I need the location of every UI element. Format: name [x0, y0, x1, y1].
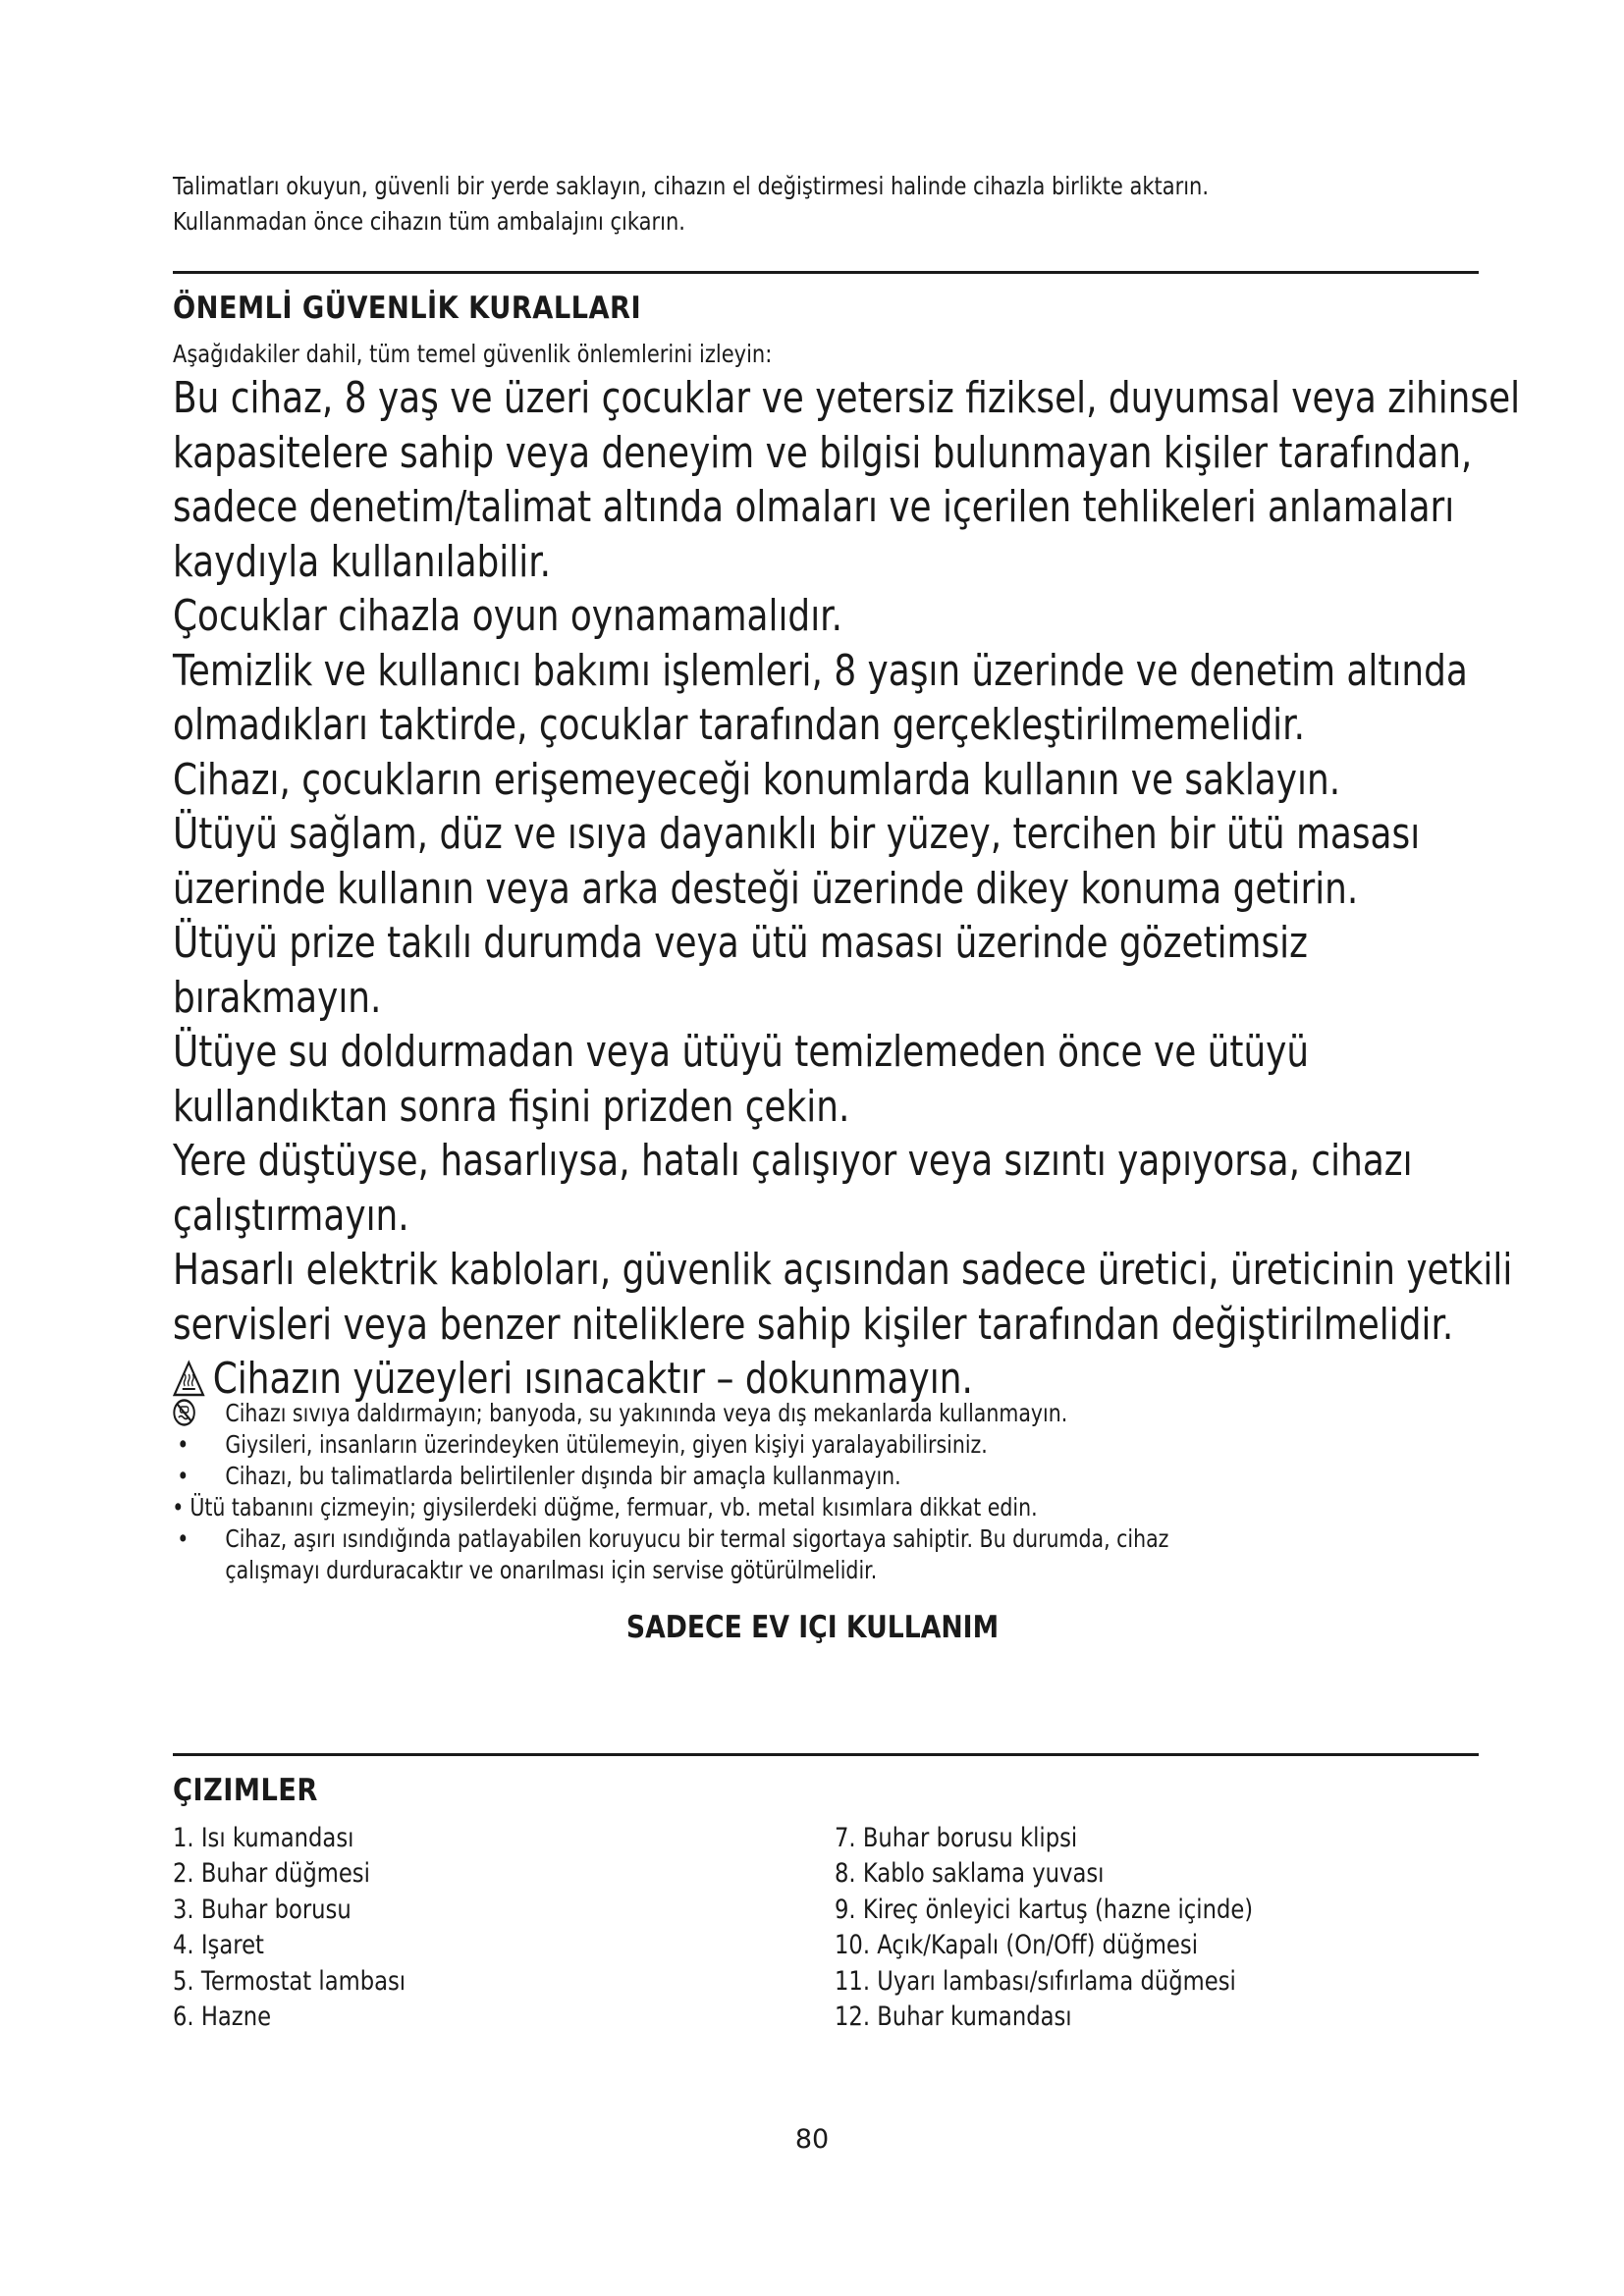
safety-line: Çocuklar cihazla oyun oynamamalıdır. — [173, 591, 843, 641]
drawing-item: 11. Uyarı lambası/sıfırlama düğmesi — [835, 1965, 1236, 1997]
household-use-title — [0, 1610, 1624, 1645]
drawings-heading: ÇIZIMLER — [173, 1773, 318, 1808]
divider — [173, 271, 1479, 274]
drawing-item: 1. Isı kumandası — [173, 1823, 354, 1853]
hot-warning-text: Cihazın yüzeyleri ısınacaktır – dokunmayın. — [212, 1354, 973, 1404]
safety-line: Temizlik ve kullanıcı bakımı işlemleri, 8 yaşın üzerinde ve denetim altında — [173, 645, 1468, 696]
safety-line: üzerinde kullanın veya arka desteği üzerinde dikey konuma getirin. — [173, 863, 1359, 914]
no-immersion-icon — [172, 1398, 196, 1427]
safety-line: çalıştırmayın. — [173, 1190, 409, 1241]
bullet: • — [177, 1430, 189, 1459]
list-item-text: Cihazı sıvıya daldırmayın; banyoda, su yakınında veya dış mekanlarda kullanmayın. — [225, 1399, 1068, 1427]
divider — [173, 1753, 1479, 1756]
list-item — [169, 1492, 1457, 1523]
bullet: • — [177, 1524, 189, 1553]
drawing-item: 12. Buhar kumandası — [835, 2002, 1072, 2033]
safety-line: Ütüye su doldurmadan veya ütüyü temizlemeden önce ve ütüyü — [173, 1027, 1310, 1077]
safety-line: kapasitelere sahip veya deneyim ve bilgisi bulunmayan kişiler tarafından, — [173, 427, 1473, 478]
drawing-item: 3. Buhar borusu — [173, 1894, 352, 1925]
intro-line: Kullanmadan önce cihazın tüm ambalajını çıkarın. — [173, 207, 685, 236]
list-item-text: Cihaz, aşırı ısındığında patlayabilen koruyucu bir termal sigortaya sahiptir. Bu durumda, cihaz — [225, 1524, 1169, 1553]
safety-line: sadece denetim/talimat altında olmaları ve içerilen tehlikeleri anlamaları — [173, 482, 1455, 532]
safety-line: Ütüyü prize takılı durumda veya ütü masası üzerinde gözetimsiz — [173, 918, 1308, 968]
drawing-item: 10. Açık/Kapalı (On/Off) düğmesi — [835, 1930, 1199, 1961]
bullet: • — [177, 1462, 189, 1490]
drawing-item: 4. Işaret — [173, 1930, 264, 1961]
safety-line: kullandıktan sonra fişini prizden çekin. — [173, 1081, 850, 1132]
safety-subheading: Aşağıdakiler dahil, tüm temel güvenlik önlemlerini izleyin: — [173, 340, 773, 368]
safety-line: Ütüyü sağlam, düz ve ısıya dayanıklı bir yüzey, tercihen bir ütü masası — [173, 809, 1421, 859]
page-number: 80 — [794, 2124, 830, 2155]
bullet: • — [172, 1493, 185, 1522]
hot-surface-warning-icon — [173, 1360, 205, 1399]
safety-line: servisleri veya benzer niteliklere sahip kişiler tarafından değiştirilmelidir. — [173, 1299, 1454, 1350]
household-use-text: SADECE EV IÇI KULLANIM — [625, 1610, 999, 1645]
drawings-list-left — [173, 1821, 406, 2035]
drawing-item: 9. Kireç önleyici kartuş (hazne içinde) — [835, 1894, 1254, 1925]
list-item-text: Giysileri, insanların üzerindeyken ütülemeyin, giyen kişiyi yaralayabilirsiniz. — [225, 1430, 988, 1459]
safety-small-list — [169, 1398, 1457, 1586]
safety-heading: ÖNEMLİ GÜVENLİK KURALLARI — [173, 291, 642, 326]
safety-main-text — [173, 371, 1521, 1407]
safety-line: olmadıkları taktirde, çocuklar tarafından gerçekleştirilmemelidir. — [173, 700, 1306, 750]
list-item-text: Ütü tabanını çizmeyin; giysilerdeki düğme, fermuar, vb. metal kısımlara dikkat edin. — [189, 1493, 1038, 1522]
list-item — [169, 1523, 1457, 1555]
drawing-item: 7. Buhar borusu klipsi — [835, 1823, 1078, 1853]
list-item-text: Cihazı, bu talimatlarda belirtilenler dışında bir amaçla kullanmayın. — [225, 1462, 901, 1490]
list-item — [169, 1461, 1457, 1492]
drawing-item: 8. Kablo saklama yuvası — [835, 1858, 1105, 1890]
safety-line: Bu cihaz, 8 yaş ve üzeri çocuklar ve yetersiz fiziksel, duyumsal veya zihinsel — [173, 373, 1521, 423]
list-item-continuation — [169, 1555, 1457, 1586]
safety-line: kaydıyla kullanılabilir. — [173, 536, 552, 587]
intro-line: Talimatları okuyun, güvenli bir yerde saklayın, cihazın el değiştirmesi halinde cihazla birlikte aktarın. — [173, 172, 1210, 200]
safety-line: Hasarlı elektrik kabloları, güvenlik açısından sadece üretici, üreticinin yetkili — [173, 1245, 1513, 1295]
drawing-item: 6. Hazne — [173, 2002, 272, 2033]
list-item — [169, 1398, 1457, 1429]
intro-text — [173, 169, 1270, 240]
list-item-text: çalışmayı durduracaktır ve onarılması için servise götürülmelidir. — [225, 1556, 878, 1584]
safety-line: bırakmayın. — [173, 972, 382, 1023]
mark — [169, 1398, 225, 1429]
drawing-item: 5. Termostat lambası — [173, 1965, 406, 1997]
safety-line: Yere düştüyse, hasarlıysa, hatalı çalışıyor veya sızıntı yapıyorsa, cihazı — [173, 1136, 1413, 1186]
list-item — [169, 1429, 1457, 1461]
safety-line: Cihazı, çocukların erişemeyeceği konumlarda kullanın ve saklayın. — [173, 754, 1341, 805]
drawing-item: 2. Buhar düğmesi — [173, 1858, 370, 1890]
drawings-list-right — [835, 1821, 1253, 2035]
